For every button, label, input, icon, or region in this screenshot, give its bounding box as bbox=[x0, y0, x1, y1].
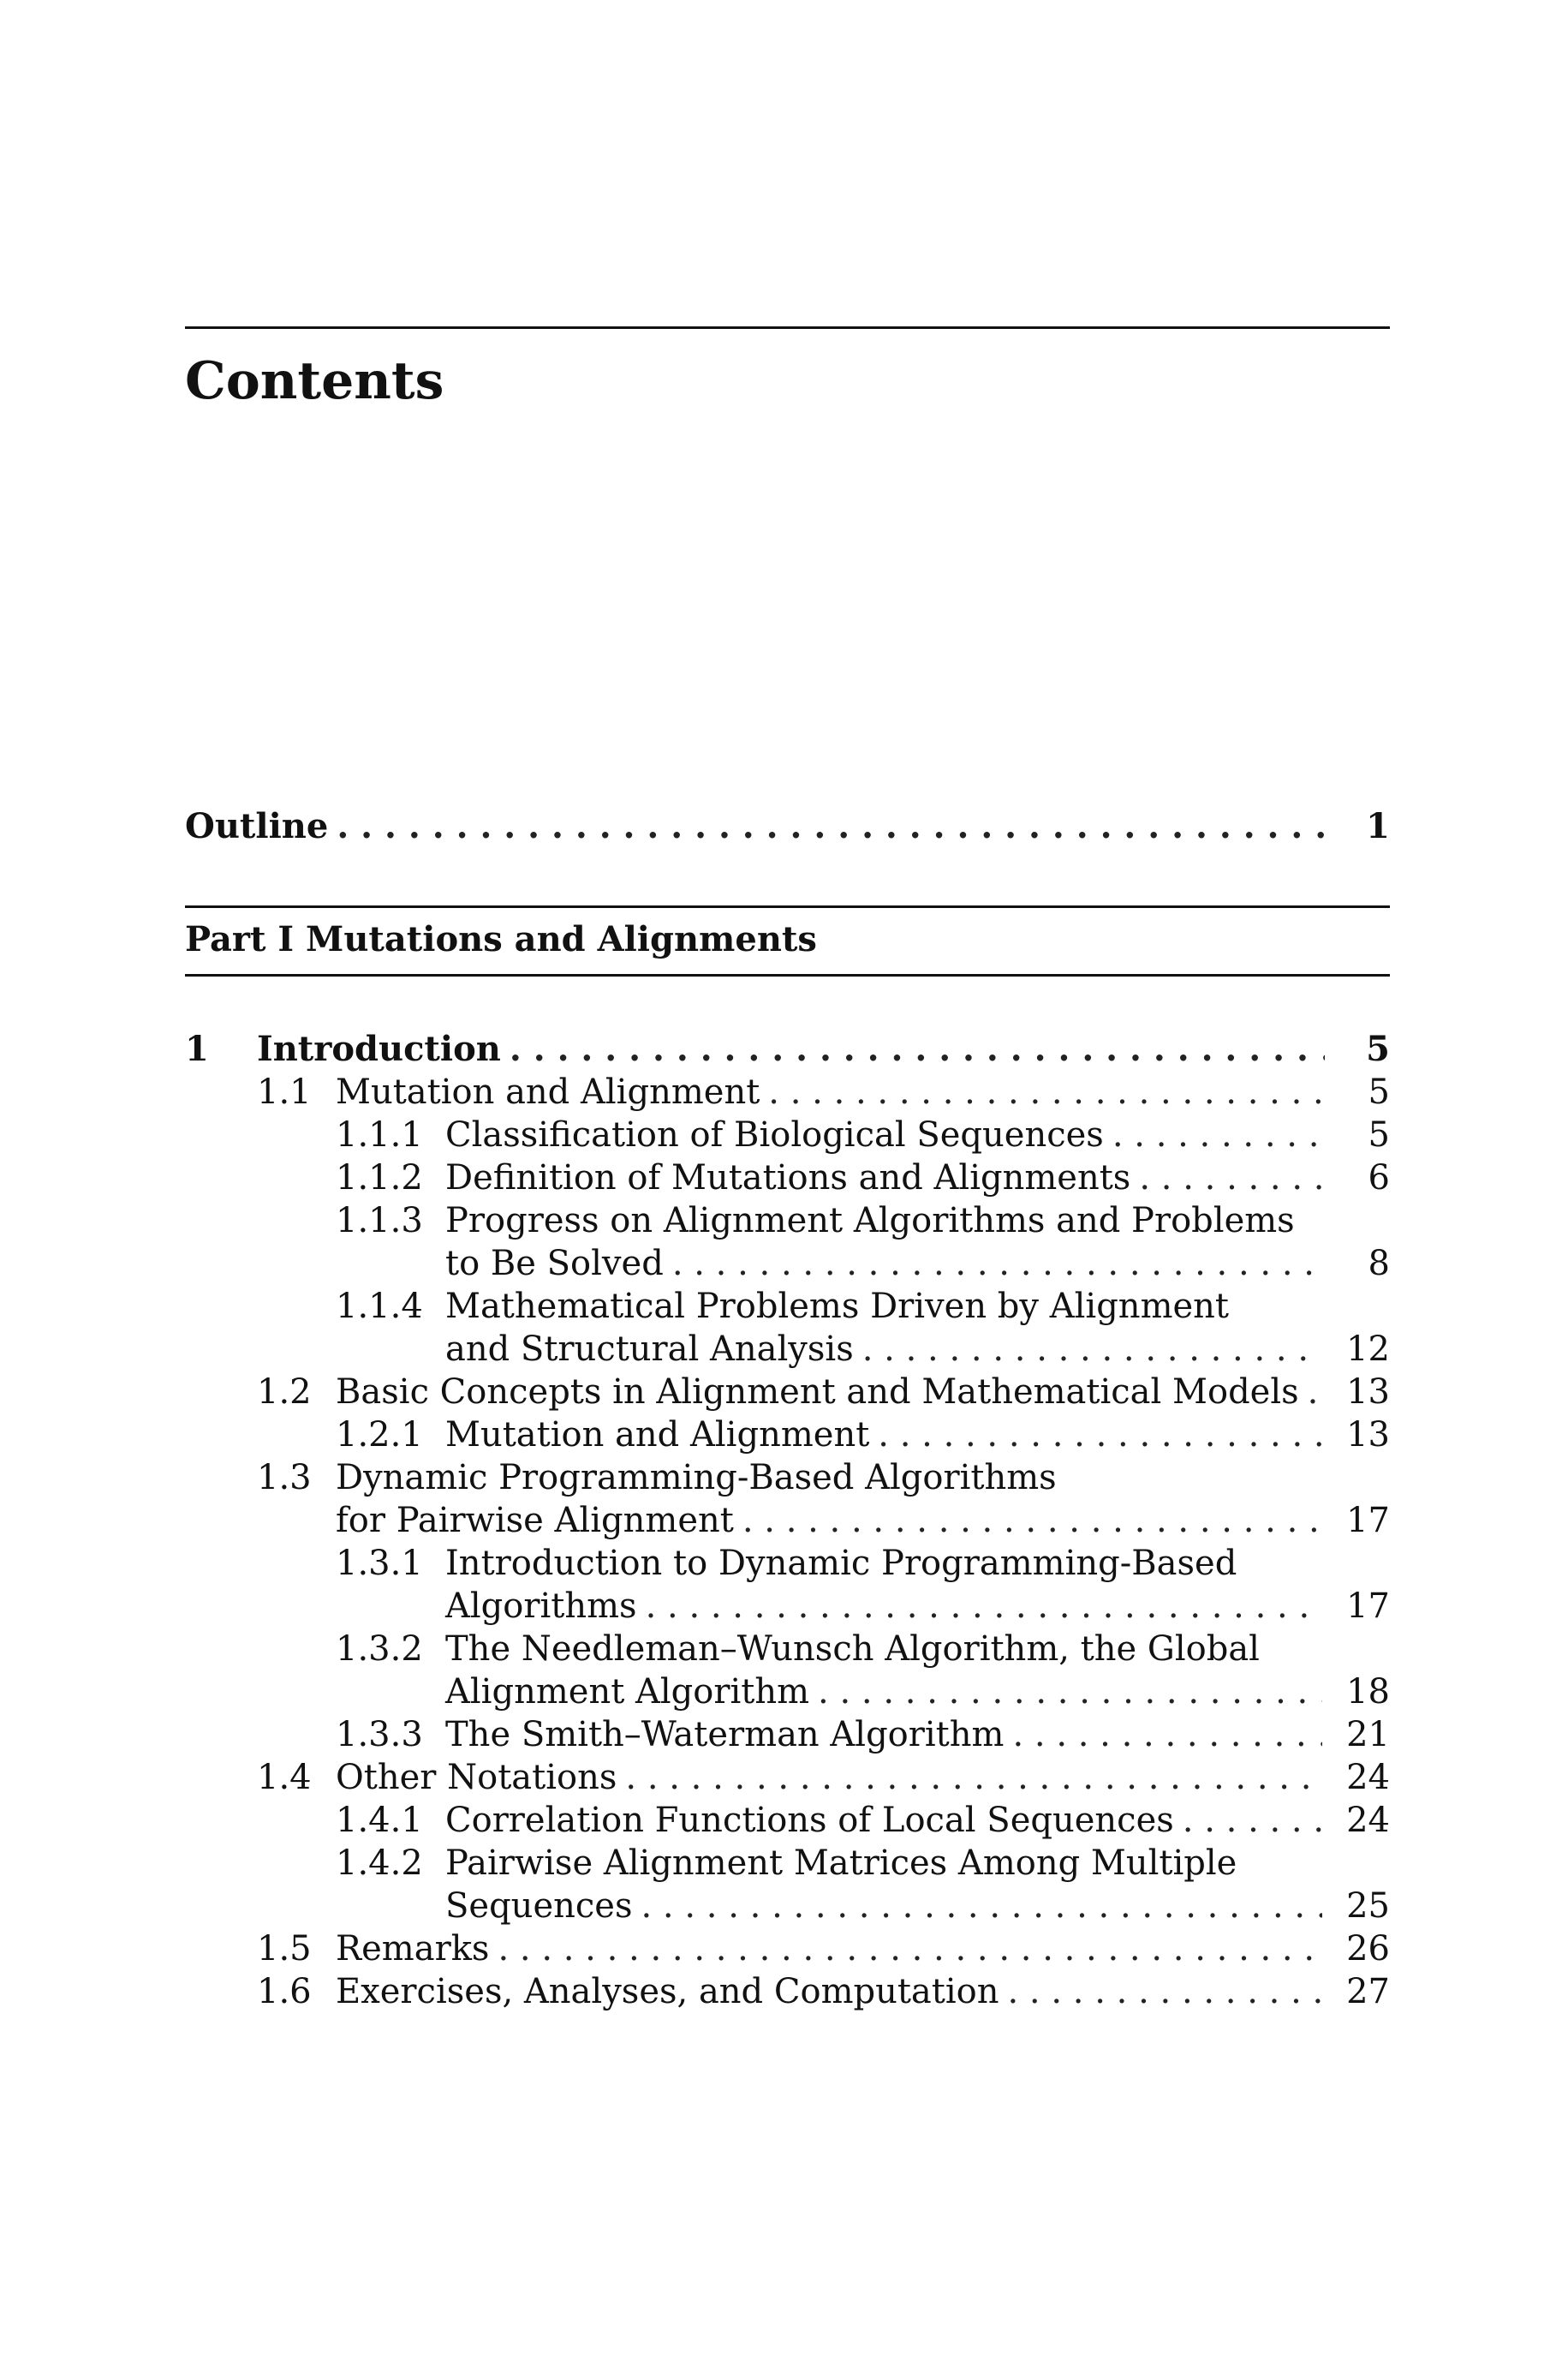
toc-entry-title: The Needleman–Wunsch Algorithm, the Global bbox=[445, 1629, 1260, 1669]
toc-entry-title: Remarks bbox=[336, 1929, 490, 1969]
toc-entry-title: for Pairwise Alignment bbox=[336, 1501, 734, 1540]
toc-entry-number: 1.2 bbox=[257, 1372, 312, 1412]
toc-entry[interactable] bbox=[185, 1071, 1390, 1114]
toc-entry-number: 1.2.1 bbox=[336, 1415, 423, 1455]
dot-leader bbox=[672, 1242, 1325, 1285]
toc-outline-title: Outline bbox=[185, 806, 329, 846]
toc-entry[interactable] bbox=[185, 1970, 1390, 2013]
toc-entry-continuation[interactable] bbox=[185, 1328, 1390, 1371]
toc-entry[interactable] bbox=[185, 1413, 1390, 1456]
toc-entry-number: 1.1 bbox=[257, 1072, 312, 1112]
toc-entry-title: Progress on Alignment Algorithms and Problems bbox=[445, 1201, 1295, 1240]
dot-leader bbox=[768, 1071, 1325, 1114]
toc-entry-page: 5 bbox=[1366, 1029, 1390, 1069]
toc-entry-title: Pairwise Alignment Matrices Among Multiple bbox=[445, 1843, 1237, 1883]
dot-leader bbox=[1008, 1970, 1323, 2013]
toc-entry-page: 13 bbox=[1346, 1372, 1390, 1412]
toc-entry-page: 18 bbox=[1346, 1672, 1390, 1712]
toc-entry-title: Mutation and Alignment bbox=[445, 1415, 870, 1455]
toc-entry-title: Classification of Biological Sequences bbox=[445, 1115, 1104, 1155]
dot-leader bbox=[878, 1413, 1322, 1456]
toc-entry-number: 1.1.2 bbox=[336, 1158, 423, 1198]
dot-leader bbox=[1183, 1799, 1322, 1842]
dot-leader bbox=[742, 1499, 1322, 1542]
toc-entry-page: 27 bbox=[1346, 1972, 1390, 2011]
dot-leader bbox=[337, 805, 1325, 848]
toc-entry[interactable] bbox=[185, 1285, 1390, 1328]
toc-entry-page: 24 bbox=[1346, 1758, 1390, 1797]
toc-entry-number: 1.1.4 bbox=[336, 1287, 423, 1326]
toc-entry-number: 1.6 bbox=[257, 1972, 312, 2011]
dot-leader bbox=[646, 1585, 1323, 1628]
toc-entry-page: 8 bbox=[1368, 1244, 1390, 1283]
toc-entry-title: Basic Concepts in Alignment and Mathematical Models bbox=[336, 1372, 1299, 1412]
toc-entry-page: 21 bbox=[1346, 1715, 1390, 1754]
part-rule-bottom bbox=[185, 974, 1390, 977]
toc-entry-title: Other Notations bbox=[336, 1758, 617, 1797]
toc-entry-page: 12 bbox=[1346, 1329, 1390, 1369]
dot-leader bbox=[818, 1670, 1322, 1713]
toc-entry-title: Introduction to Dynamic Programming-Based bbox=[445, 1544, 1237, 1583]
toc-entry-number: 1.3.1 bbox=[336, 1544, 423, 1583]
toc-entry-title: Mathematical Problems Driven by Alignment bbox=[445, 1287, 1229, 1326]
dot-leader bbox=[641, 1885, 1322, 1927]
toc-entry-continuation[interactable] bbox=[185, 1499, 1390, 1542]
toc-entry-title: to Be Solved bbox=[445, 1244, 664, 1283]
toc-entry-number: 1.4 bbox=[257, 1758, 312, 1797]
part-title: Part I Mutations and Alignments bbox=[185, 919, 817, 959]
toc-entry[interactable] bbox=[185, 1542, 1390, 1585]
toc-entry-number: 1 bbox=[185, 1029, 209, 1069]
toc-entry-title: Sequences bbox=[445, 1886, 633, 1926]
toc-entry-page: 13 bbox=[1346, 1415, 1390, 1455]
toc-entry-number: 1.1.3 bbox=[336, 1201, 423, 1240]
dot-leader bbox=[1012, 1713, 1322, 1756]
toc-entry-page: 26 bbox=[1346, 1929, 1390, 1969]
toc-entry[interactable] bbox=[185, 1713, 1390, 1756]
toc-entry-title: Alignment Algorithm bbox=[445, 1672, 810, 1712]
toc-entry[interactable] bbox=[185, 1756, 1390, 1799]
toc-entry[interactable] bbox=[185, 1799, 1390, 1842]
toc-entry-title: Definition of Mutations and Alignments bbox=[445, 1158, 1131, 1198]
dot-leader bbox=[1112, 1114, 1325, 1156]
toc-entry-page: 17 bbox=[1346, 1586, 1390, 1626]
toc-entry-continuation[interactable] bbox=[185, 1885, 1390, 1927]
toc-entry-title: Introduction bbox=[257, 1029, 501, 1069]
toc-entry-page: 17 bbox=[1346, 1501, 1390, 1540]
toc-entry[interactable] bbox=[185, 1114, 1390, 1156]
toc-entry-continuation[interactable] bbox=[185, 1670, 1390, 1713]
toc-outline[interactable] bbox=[185, 805, 1390, 848]
dot-leader bbox=[510, 1028, 1325, 1071]
toc-entry-number: 1.5 bbox=[257, 1929, 312, 1969]
toc-entry-number: 1.1.1 bbox=[336, 1115, 423, 1155]
toc-entry-continuation[interactable] bbox=[185, 1242, 1390, 1285]
toc-entry-number: 1.4.2 bbox=[336, 1843, 423, 1883]
toc-entry-title: Algorithms bbox=[445, 1586, 637, 1626]
toc-entry[interactable] bbox=[185, 1628, 1390, 1670]
toc-entry-number: 1.3.2 bbox=[336, 1629, 423, 1669]
dot-leader bbox=[498, 1927, 1322, 1970]
toc-entry[interactable] bbox=[185, 1842, 1390, 1885]
toc-entry-title: Correlation Functions of Local Sequences bbox=[445, 1801, 1174, 1840]
toc-entry-title: and Structural Analysis bbox=[445, 1329, 854, 1369]
dot-leader bbox=[1308, 1371, 1322, 1413]
dot-leader bbox=[862, 1328, 1322, 1371]
dot-leader bbox=[625, 1756, 1322, 1799]
toc-outline-page: 1 bbox=[1366, 806, 1390, 846]
toc-entry[interactable] bbox=[185, 1371, 1390, 1413]
page-title: Contents bbox=[185, 351, 444, 411]
dot-leader bbox=[1139, 1156, 1325, 1199]
toc-entry-title: Exercises, Analyses, and Computation bbox=[336, 1972, 999, 2011]
toc-entry-number: 1.3 bbox=[257, 1458, 312, 1497]
toc-entry[interactable] bbox=[185, 1927, 1390, 1970]
toc-entry[interactable] bbox=[185, 1028, 1390, 1071]
toc-entry-title: Dynamic Programming-Based Algorithms bbox=[336, 1458, 1057, 1497]
toc-entry[interactable] bbox=[185, 1199, 1390, 1242]
toc-entry-number: 1.3.3 bbox=[336, 1715, 423, 1754]
toc-entry-title: Mutation and Alignment bbox=[336, 1072, 760, 1112]
part-rule-top bbox=[185, 905, 1390, 908]
toc-entry-page: 5 bbox=[1368, 1072, 1390, 1112]
toc-entry-title: The Smith–Waterman Algorithm bbox=[445, 1715, 1005, 1754]
toc-entry[interactable] bbox=[185, 1156, 1390, 1199]
top-rule bbox=[185, 326, 1390, 329]
toc-entry[interactable] bbox=[185, 1456, 1390, 1499]
toc-entry-page: 6 bbox=[1368, 1158, 1390, 1198]
toc-entry-page: 25 bbox=[1346, 1886, 1390, 1926]
toc-entry-page: 24 bbox=[1346, 1801, 1390, 1840]
toc-entry-continuation[interactable] bbox=[185, 1585, 1390, 1628]
toc-entry-page: 5 bbox=[1368, 1115, 1390, 1155]
toc-entry-number: 1.4.1 bbox=[336, 1801, 423, 1840]
